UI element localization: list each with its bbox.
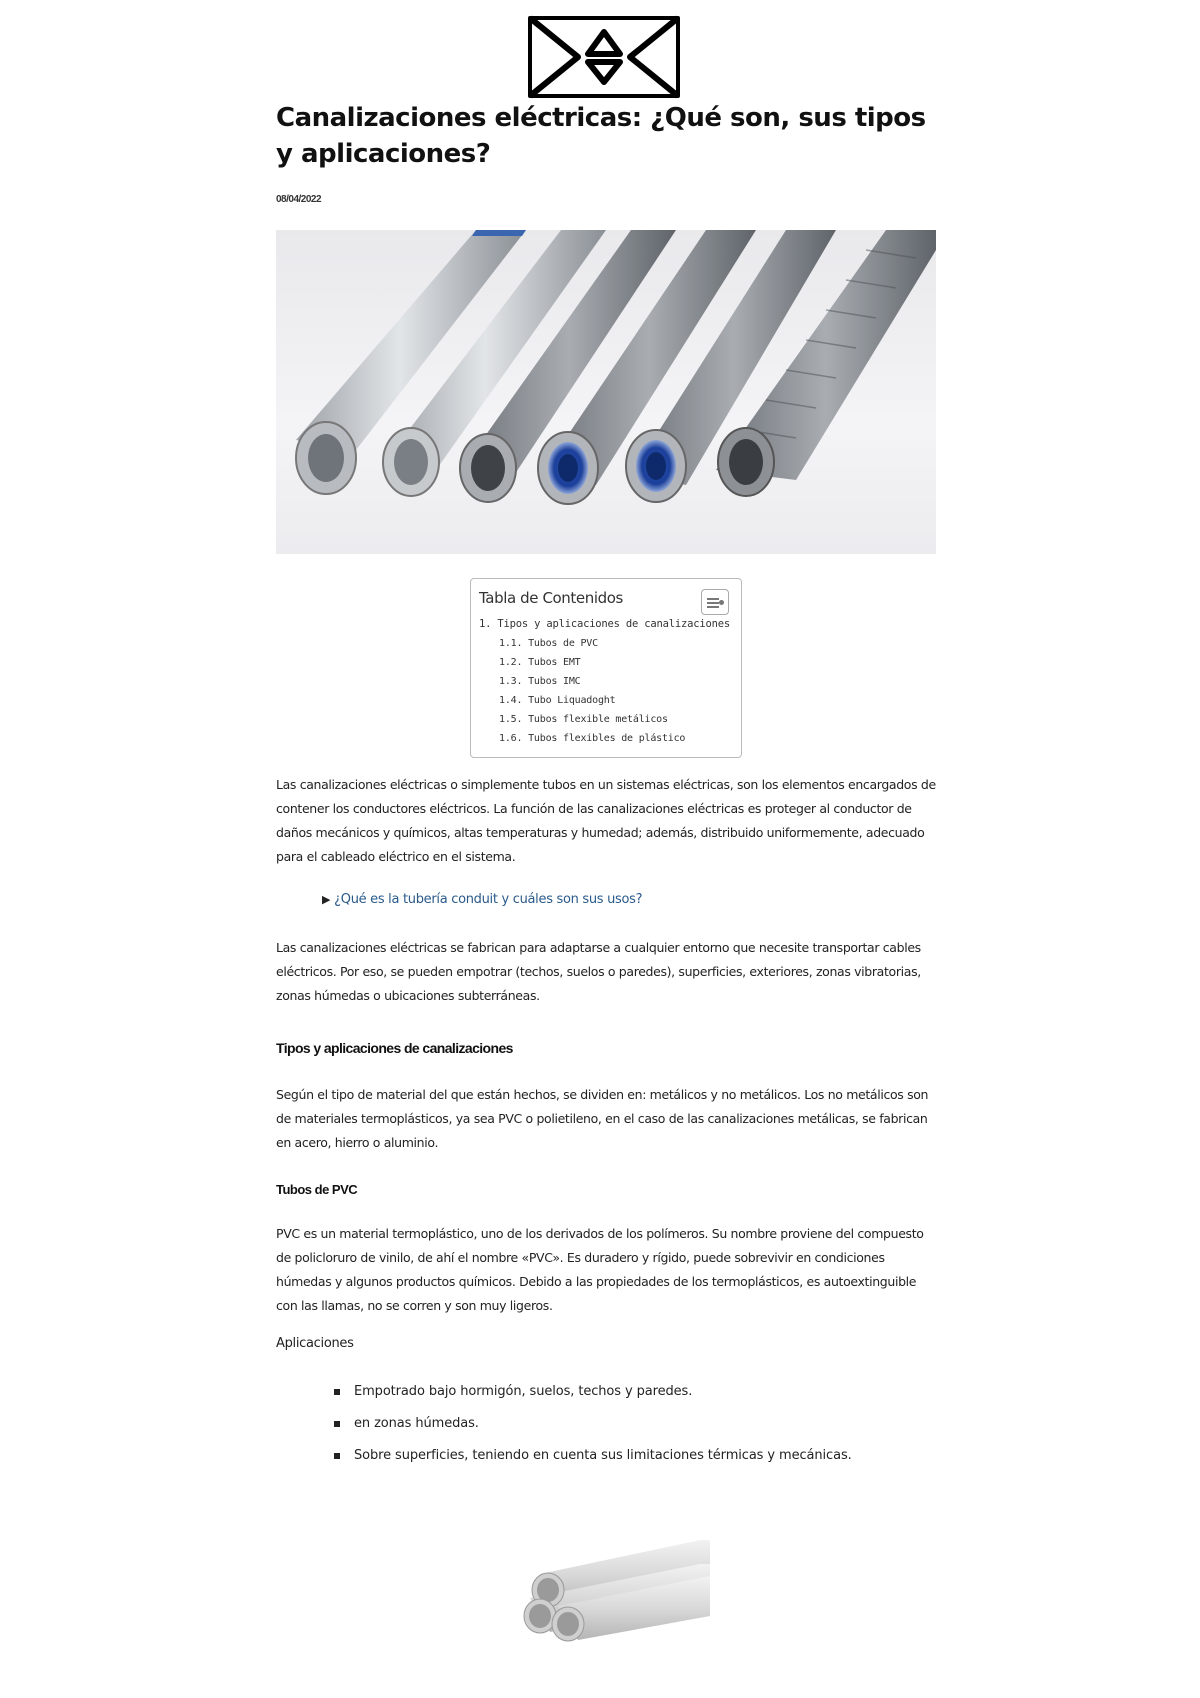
- table-of-contents: [470, 578, 742, 758]
- toc-item-flexible-metalicos[interactable]: 1.5. Tubos flexible metálicos: [499, 714, 668, 725]
- applications-list: [334, 1376, 852, 1472]
- applications-label: Aplicaciones: [276, 1336, 354, 1351]
- subsection-heading: Tubos de PVC: [276, 1182, 358, 1197]
- pvc-paragraph: PVC es un material termoplástico, uno de los derivados de los polímeros. Su nombre proviene del compuesto de policloruro de vinilo, de ahí el nombre «PVC». Es duradero y rígido, puede sobrevivir en condiciones húmedas y algunos productos químicos. Debido a las propiedades de los termoplásticos, es autoextinguible con las llamas, no se corren y son muy ligeros.: [276, 1226, 924, 1313]
- toc-item-flexibles-plastico[interactable]: 1.6. Tubos flexibles de plástico: [499, 733, 686, 744]
- list-item: en zonas húmedas.: [334, 1408, 852, 1440]
- intro-paragraph: Las canalizaciones eléctricas o simplemente tubos en un sistemas eléctricas, son los elementos encargados de contener los conductores eléctricos. La función de las canalizaciones eléctricas es proteger al conductor de daños mecánicos y químicos, altas temperaturas y humedad; además, distribuido uniformemente, adecuado para el cableado eléctrico en el sistema.: [276, 777, 936, 864]
- toc-item-imc[interactable]: 1.3. Tubos IMC: [499, 676, 581, 687]
- environment-paragraph: Las canalizaciones eléctricas se fabrican para adaptarse a cualquier entorno que necesite transportar cables eléctricos. Por eso, se pueden empotrar (techos, suelos o paredes), superficies, exteriores, zonas vibratorias, zonas húmedas o ubicaciones subterráneas.: [276, 940, 921, 1003]
- pvc-pipes-photo: [520, 1536, 710, 1646]
- toc-item-emt[interactable]: 1.2. Tubos EMT: [499, 657, 581, 668]
- publish-date: 08/04/2022: [276, 194, 322, 205]
- toc-toggle-icon[interactable]: [701, 589, 729, 615]
- toc-item-pvc[interactable]: 1.1. Tubos de PVC: [499, 638, 598, 649]
- toc-item-liquadoght[interactable]: 1.4. Tubo Liquadoght: [499, 695, 616, 706]
- section-heading: Tipos y aplicaciones de canalizaciones: [276, 1040, 513, 1056]
- toc-item-tipos[interactable]: 1. Tipos y aplicaciones de canalizaciones: [479, 618, 730, 630]
- list-item: Empotrado bajo hormigón, suelos, techos y paredes.: [334, 1376, 852, 1408]
- brand-logo-icon[interactable]: [520, 12, 688, 102]
- details-summary[interactable]: ¿Qué es la tubería conduit y cuáles son sus usos?: [334, 892, 643, 907]
- toc-title: Tabla de Contenidos: [479, 589, 623, 607]
- article-title: Canalizaciones eléctricas: ¿Qué son, sus tipos y aplicaciones?: [276, 103, 926, 169]
- list-item: Sobre superficies, teniendo en cuenta sus limitaciones térmicas y mecánicas.: [334, 1440, 852, 1472]
- triangle-right-icon: ▶: [322, 893, 331, 906]
- conduit-fittings-photo: [276, 230, 936, 554]
- materials-paragraph: Según el tipo de material del que están hechos, se dividen en: metálicos y no metálicos. Los no metálicos son de materiales termoplásticos, ya sea PVC o polietileno, en el caso de las canalizaciones metálicas, se fabrican en acero, hierro o aluminio.: [276, 1087, 929, 1150]
- details-toggle[interactable]: [322, 892, 642, 907]
